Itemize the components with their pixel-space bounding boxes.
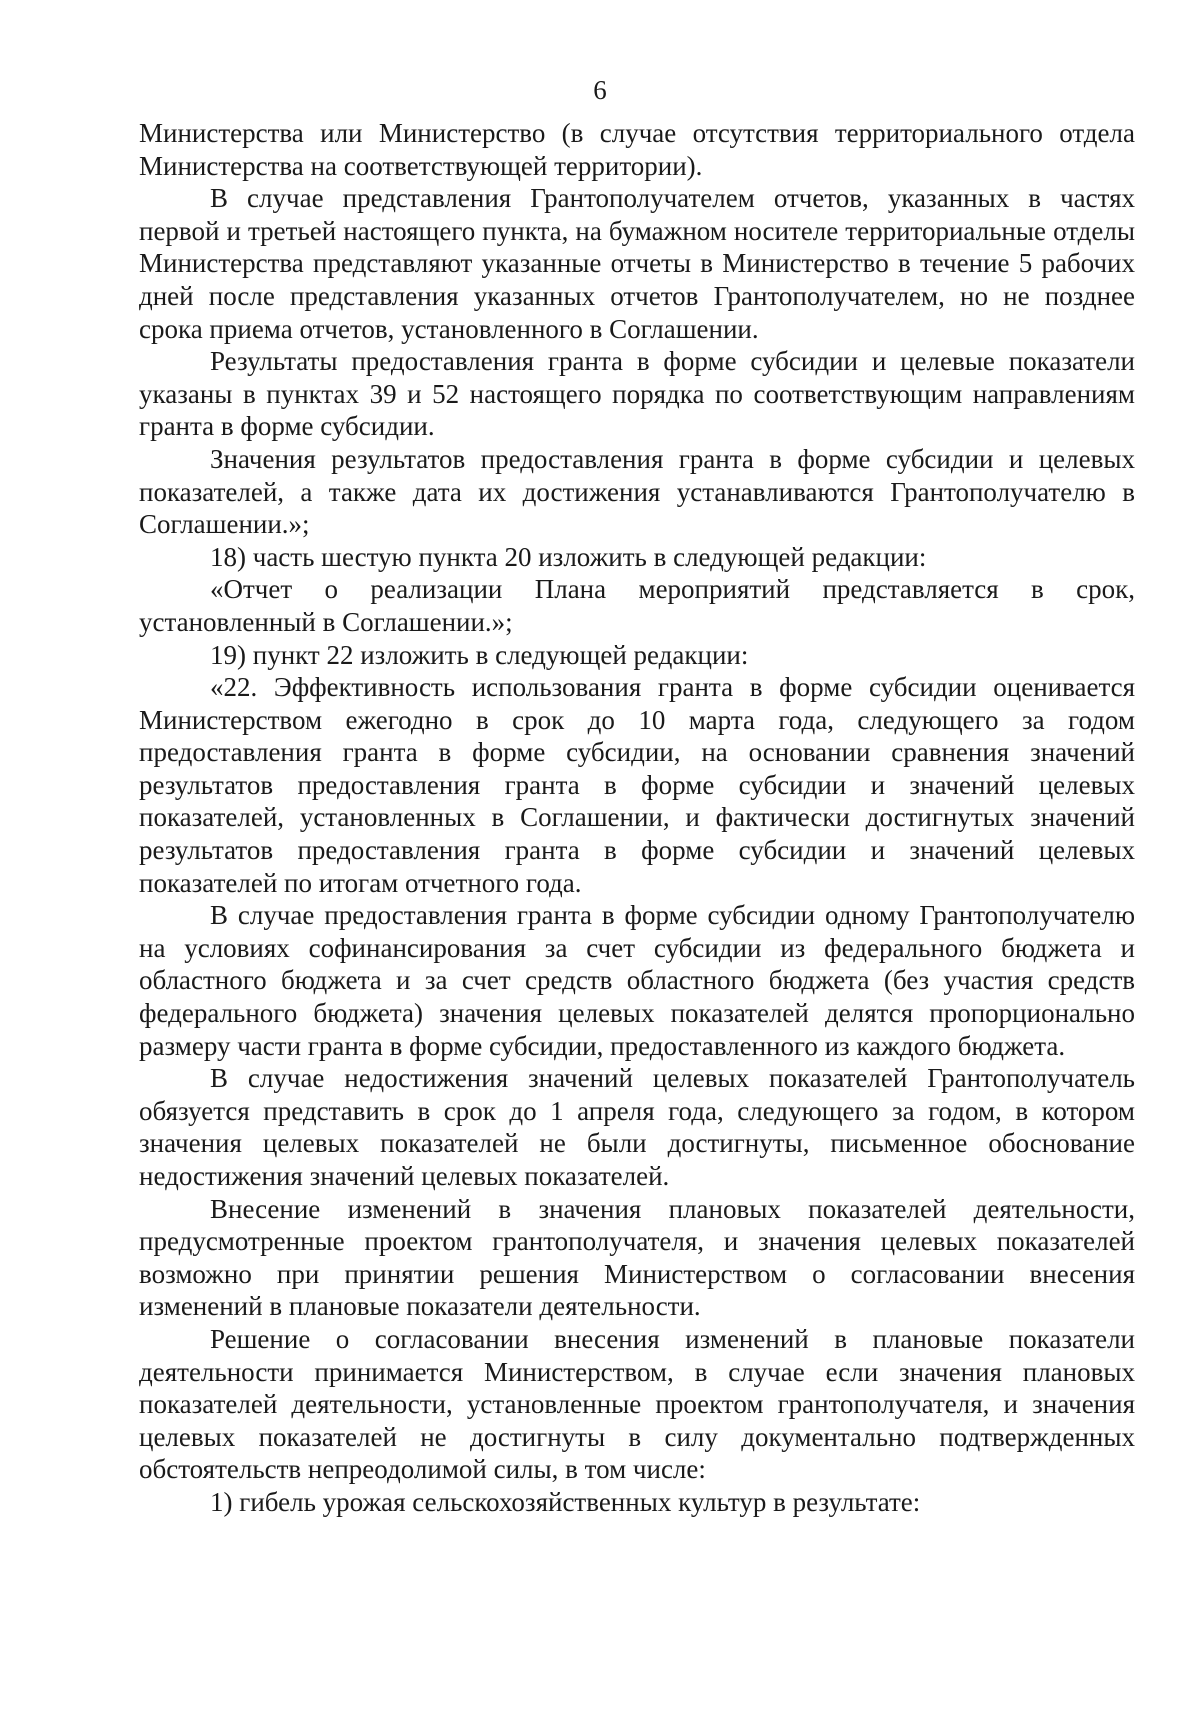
document-body (139, 117, 1135, 1519)
paragraph: Внесение изменений в значения плановых показателей деятельности, предусмотренные проектом грантополучателя, и значения целевых показателей возможно при принятии решения Министерством о согласовании внесения изменений в плановые показатели деятельности. (139, 1193, 1135, 1322)
paragraph: Министерства или Министерство (в случае отсутствия территориального отдела Министерства на соответствующей территории). (139, 118, 1135, 181)
paragraph: Решение о согласовании внесения изменений в плановые показатели деятельности принимается Министерством, в случае если значения плановых показателей деятельности, установленные проектом грантополучателя, и значения целевых показателей не достигнуты в силу документально подтвержденных обстоятельств непреодолимой силы, в том числе: (139, 1323, 1135, 1485)
paragraph: В случае представления Грантополучателем отчетов, указанных в частях первой и третьей настоящего пункта, на бумажном носителе территориальные отделы Министерства представляют указанные отчеты в Министерство в течение 5 рабочих дней после представления указанных отчетов Грантополучателем, но не позднее срока приема отчетов, установленного в Соглашении. (139, 183, 1135, 344)
paragraph: Значения результатов предоставления гранта в форме субсидии и целевых показателей, а также дата их достижения устанавливаются Грантополучателю в Соглашении.»; (139, 443, 1135, 540)
quoted-paragraph: «Отчет о реализации Плана мероприятий представляется в срок, установленный в Соглашении.»; (139, 574, 1135, 637)
quoted-paragraph: «22. Эффективность использования гранта в форме субсидии оценивается Министерством ежегодно в срок до 10 марта года, следующего за годом предоставления гранта в форме субсидии, на основании сравнения значений результатов предоставления гранта в форме субсидии и значений целевых показателей, установленных в Соглашении, и фактически достигнутых значений результатов предоставления гранта в форме субсидии и значений целевых показателей по итогам отчетного года. (139, 672, 1135, 898)
list-item: 1) гибель урожая сельскохозяйственных культур в результате: (210, 1486, 921, 1517)
amendment-item-18: 18) часть шестую пункта 20 изложить в следующей редакции: (210, 541, 927, 572)
page-number: 6 (593, 75, 607, 105)
paragraph: В случае недостижения значений целевых показателей Грантополучатель обязуется представить в срок до 1 апреля года, следующего за годом, в котором значения целевых показателей не были достигнуты, письменное обоснование недостижения значений целевых показателей. (139, 1063, 1135, 1191)
amendment-item-19: 19) пункт 22 изложить в следующей редакции: (210, 639, 749, 670)
paragraph: В случае предоставления гранта в форме субсидии одному Грантополучателю на условиях софинансирования за счет субсидии из федерального бюджета и областного бюджета и за счет средств областного бюджета (без участия средств федерального бюджета) значения целевых показателей делятся пропорционально размеру части гранта в форме субсидии, предоставленного из каждого бюджета. (139, 900, 1135, 1061)
paragraph: Результаты предоставления гранта в форме субсидии и целевые показатели указаны в пунктах 39 и 52 настоящего порядка по соответствующим направлениям гранта в форме субсидии. (139, 346, 1135, 442)
